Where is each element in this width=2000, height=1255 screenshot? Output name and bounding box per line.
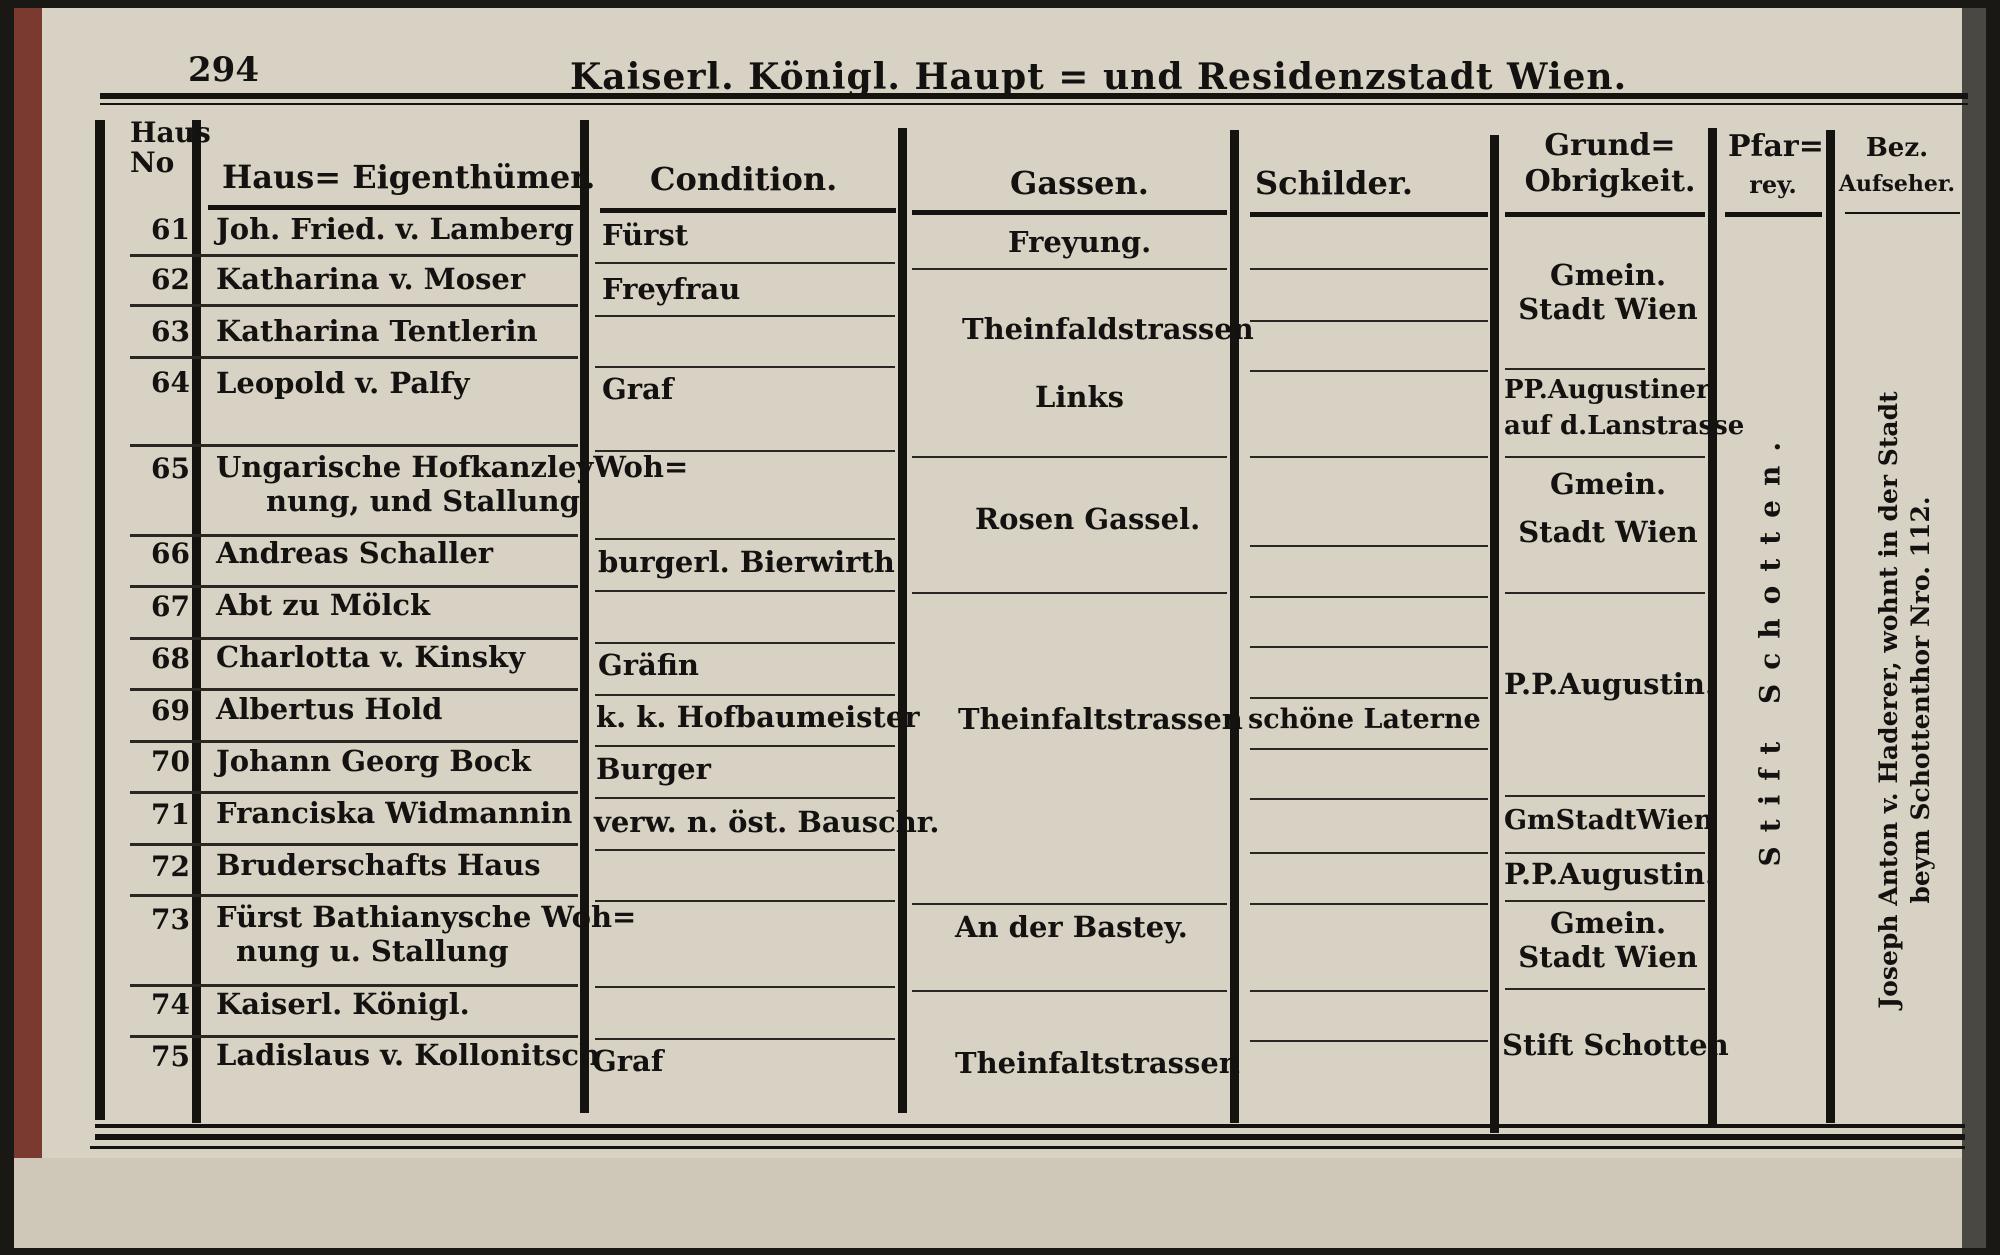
row-number: 70 [151,745,190,778]
header-schilder: Schilder. [1255,164,1413,202]
obrigkeit-cell: GmStadtWien [1504,805,1714,836]
gassen-cell: Links [1035,380,1124,414]
row-number: 62 [151,263,190,296]
frame-left [95,120,105,1120]
header-gassen: Gassen. [1010,164,1149,202]
condition-cell: burgerl. Bierwirth [598,545,895,579]
header-aufseher: Bez. Aufseher. [1838,133,1956,197]
owner-cell: Johann Georg Bock [216,744,532,778]
obrigkeit-cell: PP.Augustiner auf d.Lanstrasse [1504,375,1745,441]
owner-cell: Ungarische HofkanzleyWoh= nung, und Stallung [216,450,689,518]
owner-cell: Leopold v. Palfy [216,366,470,400]
condition-cell: Graf [592,1044,664,1078]
owner-cell: Fürst Bathianysche Woh= nung u. Stallung [216,900,637,968]
gassen-cell: Rosen Gassel. [975,502,1201,536]
col-sep-6 [1708,128,1717,1126]
header-obrigkeit: Grund= Obrigkeit. [1524,128,1696,199]
row-number: 75 [151,1040,190,1073]
condition-cell: Freyfrau [602,272,741,306]
col-sep-5 [1490,135,1499,1133]
obrigkeit-cell: Stift Schotten [1502,1028,1729,1062]
row-number: 69 [151,694,190,727]
row-number: 74 [151,988,190,1021]
bottom-rule-2 [95,1134,1965,1140]
obrigkeit-cell: Gmein. Stadt Wien [1518,906,1698,974]
owner-cell: Katharina v. Moser [216,262,526,296]
row-number: 65 [151,452,190,485]
row-number: 71 [151,798,190,831]
col-sep-7 [1826,130,1835,1123]
header-pfarrey: Pfar= rey. [1728,129,1824,199]
condition-cell: Fürst [602,218,689,252]
owner-cell: Franciska Widmannin [216,796,573,830]
gassen-cell: An der Bastey. [955,910,1188,944]
owner-cell: Albertus Hold [216,692,443,726]
owner-cell: Abt zu Mölck [216,588,431,622]
row-number: 67 [151,590,190,623]
condition-cell: Graf [602,372,674,406]
condition-cell: verw. n. öst. Bauschr. [594,805,940,839]
owner-cell: Bruderschafts Haus [216,848,541,882]
owner-cell: Joh. Fried. v. Lamberg [216,212,574,246]
bottom-rule-1 [95,1124,1965,1128]
header-haus-no: Haus No [130,116,211,179]
gassen-cell: Theinfaldstrassen [962,312,1254,346]
col-sep-1 [192,120,201,1123]
header-eigenthuemer: Haus= Eigenthümer. [222,158,596,196]
header-condition: Condition. [650,160,838,198]
row-number: 73 [151,903,190,936]
aufseher-vertical: Joseph Anton v. Haderer, wohnt in der Stadt beym Schottenthor Nro. 112. [1874,391,1935,1009]
gassen-cell: Freyung. [1008,225,1152,259]
top-rule-thin [100,103,1968,105]
obrigkeit-cell: Gmein. Stadt Wien [1518,467,1698,549]
row-number: 72 [151,850,190,883]
owner-cell: Katharina Tentlerin [216,314,538,348]
row-number: 63 [151,315,190,348]
owner-cell: Andreas Schaller [216,536,494,570]
row-number: 66 [151,537,190,570]
bottom-rule-3 [90,1146,1965,1149]
owner-cell: Ladislaus v. Kollonitsch [216,1038,601,1072]
gassen-cell: Theinfaltstrassen [958,702,1243,736]
schilder-cell: schöne Laterne [1248,704,1481,735]
row-number: 64 [151,366,190,399]
owner-cell: Kaiserl. Königl. [216,987,470,1021]
obrigkeit-cell: Gmein. Stadt Wien [1518,258,1698,326]
obrigkeit-cell: P.P.Augustin. [1504,667,1716,701]
row-lines-schilder [1250,268,1488,1042]
row-number: 61 [151,213,190,246]
pfarrey-vertical: Stift Schotten. [1753,427,1787,867]
page-title: Kaiserl. Königl. Haupt = und Residenzstadt Wien. [570,56,1628,98]
col-sep-3 [898,128,907,1113]
owner-cell: Charlotta v. Kinsky [216,640,525,674]
condition-cell: Burger [596,752,711,786]
row-number: 68 [151,642,190,675]
condition-cell: k. k. Hofbaumeister [596,700,920,734]
row-lines-gassen [912,268,1227,992]
col-sep-4 [1230,130,1239,1123]
gassen-cell: Theinfaltstrassen [955,1046,1240,1080]
condition-cell: Gräfin [598,648,700,682]
obrigkeit-cell: P.P.Augustin. [1504,857,1716,891]
page-number: 294 [188,50,259,90]
